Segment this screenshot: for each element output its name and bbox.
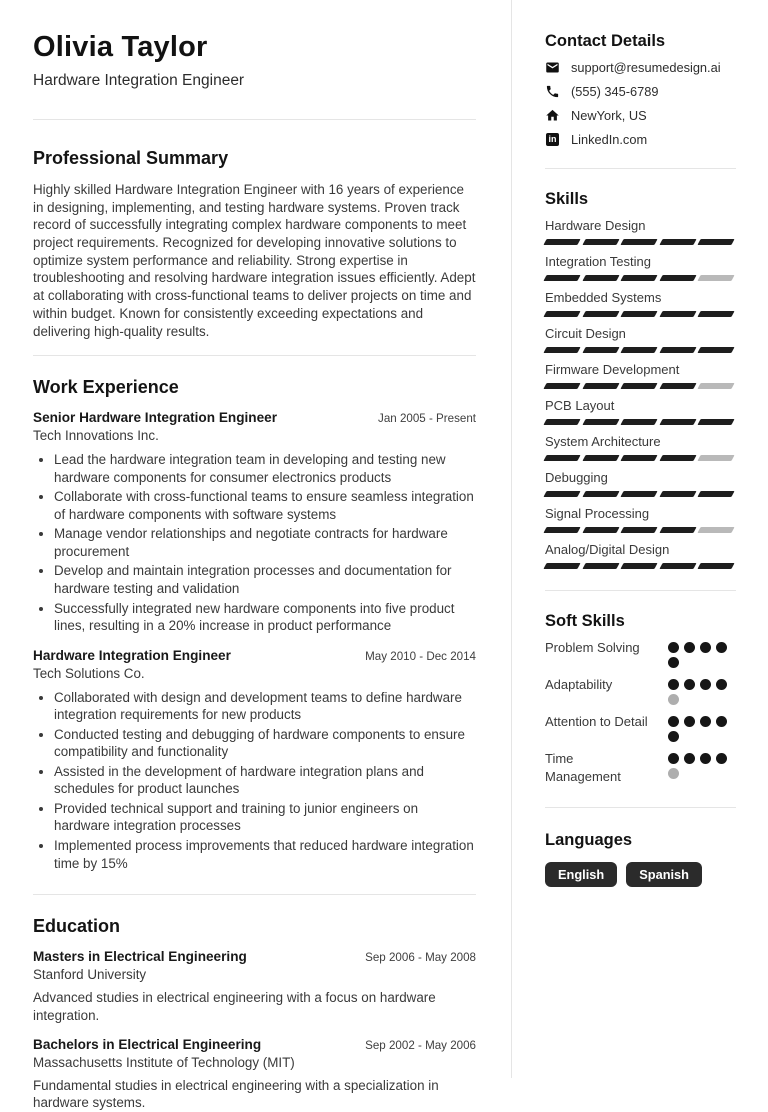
skill-bar-segment	[620, 527, 657, 533]
contact-item-text: (555) 345-6789	[571, 84, 659, 99]
soft-skill-dot	[668, 753, 679, 764]
skill-bar	[545, 563, 736, 569]
degree-school: Stanford University	[33, 967, 147, 983]
skill-bar-segment	[543, 419, 580, 425]
skill-bar-segment	[659, 563, 696, 569]
contact-list	[545, 60, 736, 147]
soft-skill-dot	[668, 694, 679, 705]
skill-bar-segment	[620, 311, 657, 317]
skill-bar-segment	[582, 311, 619, 317]
skill-bar-segment	[543, 455, 580, 461]
soft-skill-dot	[668, 657, 679, 668]
sidebar-column	[545, 0, 736, 887]
skill-bar-segment	[659, 311, 696, 317]
skill-bar-segment	[659, 275, 696, 281]
skill-bar-segment	[543, 347, 580, 353]
linkedin-icon: in	[545, 132, 560, 147]
skill-item	[545, 218, 736, 245]
person-name: Olivia Taylor	[33, 31, 208, 63]
section-divider	[33, 894, 476, 895]
job-list	[33, 410, 476, 872]
section-divider	[545, 590, 736, 591]
skill-bar-segment	[697, 383, 734, 389]
skill-bar-segment	[582, 491, 619, 497]
skill-bar-segment	[543, 383, 580, 389]
soft-skill-list	[545, 639, 736, 786]
bullet-item: • Assisted in the development of hardware integration plans and schedules for product launches	[54, 763, 476, 798]
skill-item	[545, 362, 736, 389]
language-list	[545, 862, 736, 887]
contact-item[interactable]	[545, 132, 736, 147]
soft-skill-dot	[700, 716, 711, 727]
section-professional-summary	[33, 148, 476, 340]
bullet-item: • Successfully integrated new hardware components into five product lines, resulting in a 20% increase in product performance	[54, 600, 476, 635]
skill-bar-segment	[620, 563, 657, 569]
contact-item[interactable]	[545, 108, 736, 123]
skill-bar-segment	[697, 527, 734, 533]
bullet-item: • Collaborated with design and development teams to define hardware integration requirements for new products	[54, 689, 476, 724]
degree-title: Bachelors in Electrical Engineering	[33, 1036, 262, 1052]
skill-item	[545, 254, 736, 281]
skill-name: Debugging	[545, 470, 608, 485]
skill-bar-segment	[582, 275, 619, 281]
soft-skill-dot	[668, 716, 679, 727]
skill-bar	[545, 419, 736, 425]
degree-title: Masters in Electrical Engineering	[33, 949, 247, 965]
section-work-experience	[33, 377, 476, 872]
bullet-item: • Provided technical support and training to junior engineers on hardware integration processes	[54, 800, 476, 835]
skill-bar-segment	[659, 455, 696, 461]
soft-skill-dot	[668, 731, 679, 742]
skill-bar-segment	[543, 239, 580, 245]
skill-bar-segment	[697, 239, 734, 245]
section-soft-skills	[545, 612, 736, 786]
bullet-item: • Implemented process improvements that reduced hardware integration time by 15%	[54, 837, 476, 872]
soft-skill-dot	[700, 642, 711, 653]
bullet-item: • Lead the hardware integration team in developing and testing new hardware components for consumer electronics products	[54, 451, 476, 486]
skill-name: Analog/Digital Design	[545, 542, 670, 557]
skill-bar	[545, 491, 736, 497]
soft-skill-item	[545, 713, 736, 742]
skill-bar	[545, 527, 736, 533]
soft-skill-name: Problem Solving	[545, 640, 640, 655]
skill-item	[545, 290, 736, 317]
soft-skill-dot	[668, 679, 679, 690]
section-divider	[545, 168, 736, 169]
skill-bar-segment	[543, 491, 580, 497]
phone-icon	[545, 84, 560, 99]
contact-item[interactable]	[545, 60, 736, 75]
skill-bar-segment	[697, 491, 734, 497]
soft-skill-dot	[684, 716, 695, 727]
job-entry	[33, 410, 476, 634]
soft-skill-dots	[668, 676, 734, 705]
summary-heading: Professional Summary	[33, 148, 229, 168]
soft-skill-dots	[668, 750, 734, 786]
bullet-item: • Develop and maintain integration processes and documentation for hardware testing and validation	[54, 562, 476, 597]
soft-skill-name: Attention to Detail	[545, 714, 648, 729]
skill-bar-segment	[620, 239, 657, 245]
skill-bar-segment	[582, 347, 619, 353]
skill-bar-segment	[543, 275, 580, 281]
skill-bar-segment	[582, 527, 619, 533]
summary-text: Highly skilled Hardware Integration Engineer with 16 years of experience in designing, implementing, and testing hardware systems. Proven track record of successfully integrating complex hardware components to meet project requirements. Recognized for developing innovative solutions to optimize system performance and reliability. Strong expertise in troubleshooting and resolving hardware integration issues efficiently. Adept at collaborating with cross-functional teams to deliver projects on time and within budget. Known for consistently exceeding expectations and delivering high-quality results.	[33, 182, 476, 339]
job-bullets	[33, 689, 476, 872]
skill-name: Circuit Design	[545, 326, 626, 341]
skill-bar	[545, 347, 736, 353]
degree-school: Massachusetts Institute of Technology (MIT)	[33, 1054, 295, 1070]
degree-description: Fundamental studies in electrical engineering with a specialization in hardware systems.	[33, 1077, 439, 1111]
skill-item	[545, 470, 736, 497]
soft-skill-name: Adaptability	[545, 677, 613, 692]
skills-heading: Skills	[545, 190, 589, 208]
skill-name: Signal Processing	[545, 506, 650, 521]
bullet-item: • Conducted testing and debugging of hardware components to ensure compatibility and functionality	[54, 726, 476, 761]
skill-bar-segment	[582, 383, 619, 389]
section-skills	[545, 190, 736, 569]
main-column	[33, 0, 476, 1112]
degree-entry-header	[33, 949, 476, 964]
skill-name: Embedded Systems	[545, 290, 662, 305]
job-bullets	[33, 451, 476, 634]
skill-bar	[545, 311, 736, 317]
skill-bar	[545, 275, 736, 281]
contact-item[interactable]	[545, 84, 736, 99]
job-dates: May 2010 - Dec 2014	[365, 649, 476, 663]
soft-skill-dot	[668, 642, 679, 653]
skill-list	[545, 218, 736, 569]
job-entry-header	[33, 410, 476, 425]
skill-bar-segment	[582, 239, 619, 245]
section-contact-details	[545, 32, 736, 147]
skill-bar-segment	[582, 563, 619, 569]
bullet-item: • Manage vendor relationships and negotiate contracts for hardware procurement	[54, 525, 476, 560]
soft-skill-item	[545, 676, 736, 705]
soft-skill-item	[545, 750, 736, 786]
degree-description: Advanced studies in electrical engineering with a focus on hardware integration.	[33, 990, 436, 1023]
soft-skill-dot	[716, 716, 727, 727]
section-divider	[33, 355, 476, 356]
contact-item-text: LinkedIn.com	[571, 132, 648, 147]
soft-skill-dot	[716, 753, 727, 764]
language-pill: English	[545, 862, 617, 887]
skill-name: Hardware Design	[545, 218, 646, 233]
soft-skill-name: Time Management	[545, 751, 621, 785]
degree-dates: Sep 2002 - May 2006	[365, 1038, 476, 1052]
contact-heading: Contact Details	[545, 32, 666, 50]
job-title: Hardware Integration Engineer	[33, 647, 231, 663]
skill-bar-segment	[659, 347, 696, 353]
skill-bar-segment	[697, 563, 734, 569]
skill-bar-segment	[620, 383, 657, 389]
contact-item-text: support@resumedesign.ai	[571, 60, 721, 75]
skill-bar-segment	[659, 419, 696, 425]
languages-heading: Languages	[545, 831, 633, 850]
soft-skill-dot	[668, 768, 679, 779]
home-icon	[545, 108, 560, 123]
experience-heading: Work Experience	[33, 377, 179, 398]
skill-name: Firmware Development	[545, 362, 680, 377]
skill-bar-segment	[697, 419, 734, 425]
soft-skill-dot	[716, 642, 727, 653]
section-divider	[545, 807, 736, 808]
skill-item	[545, 326, 736, 353]
job-entry-header	[33, 648, 476, 663]
soft-skill-dot	[684, 642, 695, 653]
skill-item	[545, 398, 736, 425]
soft-skill-dot	[700, 679, 711, 690]
contact-item-text: NewYork, US	[571, 108, 647, 123]
job-company: Tech Solutions Co.	[33, 665, 145, 681]
skill-bar-segment	[620, 419, 657, 425]
skill-bar	[545, 455, 736, 461]
skill-bar	[545, 383, 736, 389]
skill-bar-segment	[582, 419, 619, 425]
degree-dates: Sep 2006 - May 2008	[365, 951, 476, 965]
skill-name: System Architecture	[545, 434, 661, 449]
bullet-item: • Collaborate with cross-functional teams to ensure seamless integration of hardware components with software systems	[54, 488, 476, 523]
degree-list	[33, 949, 476, 1112]
skill-bar-segment	[620, 491, 657, 497]
job-entry	[33, 648, 476, 872]
skill-bar-segment	[659, 491, 696, 497]
skill-name: Integration Testing	[545, 254, 651, 269]
job-company: Tech Innovations Inc.	[33, 428, 159, 444]
language-pill: Spanish	[626, 862, 702, 887]
skill-bar-segment	[659, 527, 696, 533]
soft-skill-item	[545, 639, 736, 668]
skill-bar-segment	[697, 275, 734, 281]
soft-skill-dots	[668, 713, 734, 742]
skill-bar-segment	[582, 455, 619, 461]
skill-bar-segment	[620, 347, 657, 353]
skill-item	[545, 434, 736, 461]
skill-bar-segment	[543, 527, 580, 533]
skill-bar-segment	[697, 311, 734, 317]
degree-entry	[33, 949, 476, 1024]
section-education	[33, 916, 476, 1112]
skill-bar-segment	[543, 311, 580, 317]
soft-skill-dots	[668, 639, 734, 668]
soft-skill-dot	[716, 679, 727, 690]
job-title: Senior Hardware Integration Engineer	[33, 410, 277, 426]
skill-bar-segment	[659, 239, 696, 245]
soft-skills-heading: Soft Skills	[545, 612, 625, 630]
skill-bar-segment	[620, 275, 657, 281]
education-heading: Education	[33, 916, 121, 937]
column-divider	[511, 0, 512, 1078]
person-title: Hardware Integration Engineer	[33, 72, 245, 89]
skill-bar-segment	[543, 563, 580, 569]
job-dates: Jan 2005 - Present	[378, 412, 476, 426]
skill-bar-segment	[620, 455, 657, 461]
skill-name: PCB Layout	[545, 398, 615, 413]
email-icon	[545, 60, 560, 75]
degree-entry	[33, 1037, 476, 1112]
degree-entry-header	[33, 1037, 476, 1052]
skill-bar-segment	[659, 383, 696, 389]
section-languages	[545, 831, 736, 887]
skill-item	[545, 542, 736, 569]
skill-item	[545, 506, 736, 533]
soft-skill-dot	[684, 753, 695, 764]
soft-skill-dot	[700, 753, 711, 764]
skill-bar	[545, 239, 736, 245]
section-divider	[33, 119, 476, 120]
skill-bar-segment	[697, 347, 734, 353]
soft-skill-dot	[684, 679, 695, 690]
skill-bar-segment	[697, 455, 734, 461]
